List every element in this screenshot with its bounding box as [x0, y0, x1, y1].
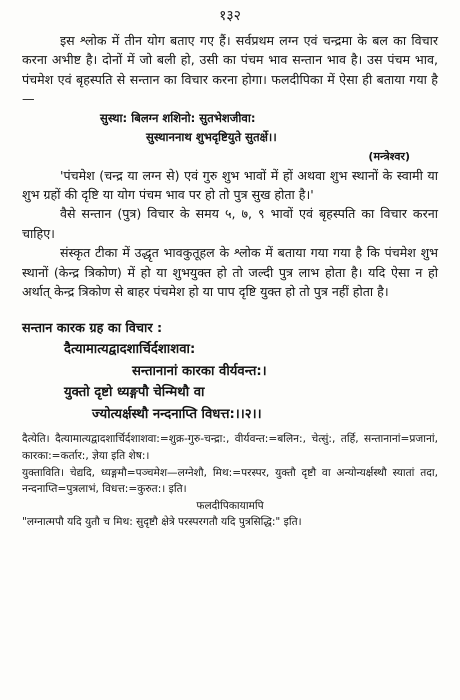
verse-2-line-4: ज्योत्यर्क्षस्थौ नन्दनाप्ति विधत्त:।।२।। — [92, 406, 262, 422]
paragraph-translation: 'पंचमेश (चन्द्र या लग्न से) एवं गुरु शुभ भावों में हों अथवा शुभ स्थानों के स्वामी या शुभ ग्रहों की दृष्टि या योग पंचम भाव पर हो तो पुत्र सुख होता है।' — [22, 167, 438, 203]
paragraph-commentary: संस्कृत टीका में उद्धृत भावकुतूहल के श्लोक में बताया गया गया है कि पंचमेश शुभ स्थानों (केन्द्र त्रिकोण) में हो या शुभयुक्त हो तो जल्दी पुत्र लाभ होता है। यदि ऐसा न हो अर्थात् केन्द्र त्रिकोण से बाहर पंचमेश हो या पाप दृष्टि युक्त हो तो पुत्र नहीं होता है। — [22, 245, 438, 300]
verse-2-line-2: सन्तानानां कारका वीर्यवन्त:। — [132, 363, 267, 379]
sanskrit-commentary-2: युक्ताविति। चेद्यदि, ध्यङ्गमौ=पञ्चमेश—लग्नेशौ, मिथ:=परस्पर, युक्तौ दृष्टौ वा अन्योन्यर्क्षस्थौ स्यातां तदा, नन्दनाप्ति=पुत्रलाभं, विधत्त:=कुरुत:। इति। — [22, 466, 438, 496]
verse-1-line-1: सुस्था: बिलग्न शशिनो: सुतभेशजीवा: — [100, 110, 256, 125]
paragraph-intro: इस श्लोक में तीन योग बताए गए हैं। सर्वप्रथम लग्न एवं चन्द्रमा के बल का विचार करना अभीष्ट है। दोनों में जो बली हो, उसी का पंचम भाव सन्तान भाव है। उस पंचम भाव, पंचमेश एवं बृहस्पति से सन्तान का विचार करना होगा। फलदीपिका में ऐसा ही बताया गया है— — [22, 33, 438, 107]
verse-1-source: (मन्त्रेश्वर) — [368, 149, 410, 163]
sanskrit-commentary-1: दैत्येति। दैत्यामात्यद्वादशार्चिर्दशाशवा:=शुक्र-गुरु-चन्द्रा:, वीर्यवन्त:=बलिन:, चेत्सुं:, तर्हि, सन्तानानां=प्रजानां, कारका:=कर्तार:, ज्ञेया इति शेष:। — [22, 433, 438, 463]
verse-2-line-3: युक्तो दृष्टो ध्यङ्गपौ चेन्मिथौ वा — [64, 385, 205, 401]
verse-1-line-2: सुस्थाननाथ शुभदृष्टियुते सुतर्क्षे।। — [146, 129, 277, 144]
page-number: १३२ — [219, 8, 241, 24]
commentary-source: फलदीपिकायामपि — [196, 499, 264, 512]
verse-2-line-1: दैत्यामात्यद्वादशार्चिर्दशाशवा: — [64, 342, 196, 358]
sanskrit-commentary-3: "लग्नात्मपौ यदि युतौ च मिथ: सुदृष्टौ क्षेत्रे परस्परगतौ यदि पुत्रसिद्धि:" इति। — [22, 515, 302, 528]
paragraph-houses: वैसे सन्तान (पुत्र) विचार के समय ५, ७, ९ भावों एवं बृहस्पति का विचार करना चाहिए। — [22, 206, 438, 241]
section-heading: सन्तान कारक ग्रह का विचार : — [22, 321, 163, 337]
